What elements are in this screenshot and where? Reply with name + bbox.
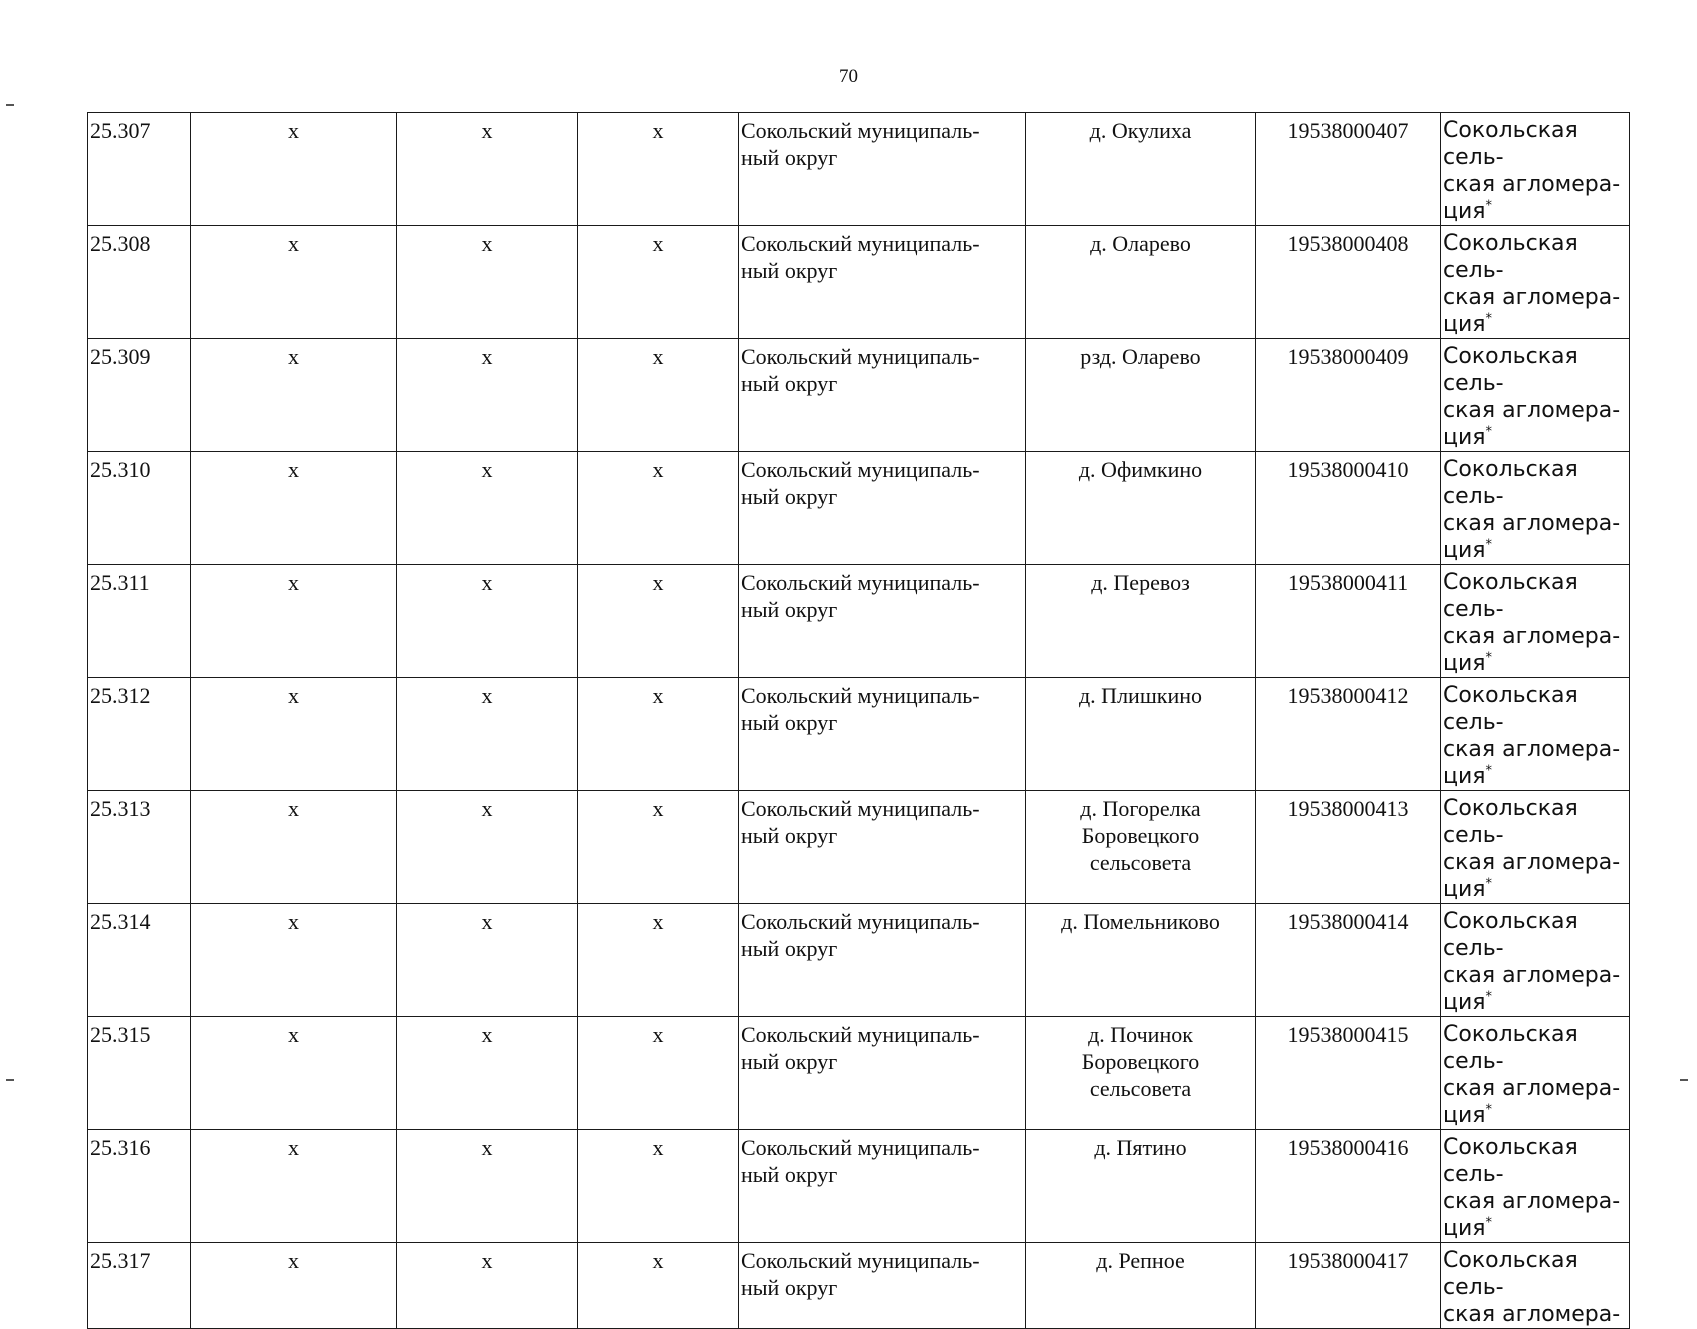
cell-col3: х (397, 1130, 578, 1243)
cell-agglomeration (1441, 791, 1630, 904)
agglomeration-text: Сокольская сель- ская агломера- ция (1443, 457, 1621, 563)
row-number: 25.311 (88, 565, 191, 678)
cell-col3: х (397, 226, 578, 339)
scan-edge-mark (6, 104, 14, 106)
row-number: 25.310 (88, 452, 191, 565)
cell-district: Сокольский муниципаль- ный округ (739, 791, 1026, 904)
cell-col2: х (191, 791, 397, 904)
cell-code: 19538000414 (1256, 904, 1441, 1017)
cell-col4: х (578, 791, 739, 904)
cell-agglomeration (1441, 226, 1630, 339)
cell-code: 19538000416 (1256, 1130, 1441, 1243)
cell-code: 19538000408 (1256, 226, 1441, 339)
table-row (88, 452, 1630, 565)
cell-district: Сокольский муниципаль- ный округ (739, 226, 1026, 339)
agglomeration-text: Сокольская сель- ская агломера- (1443, 1248, 1621, 1327)
table-row (88, 791, 1630, 904)
cell-district: Сокольский муниципаль- ный округ (739, 113, 1026, 226)
cell-col3: х (397, 113, 578, 226)
table-body (88, 113, 1630, 1329)
row-number: 25.315 (88, 1017, 191, 1130)
cell-code: 19538000407 (1256, 113, 1441, 226)
cell-code: 19538000415 (1256, 1017, 1441, 1130)
cell-col3: х (397, 791, 578, 904)
cell-col2: х (191, 113, 397, 226)
cell-settlement: рзд. Оларево (1026, 339, 1256, 452)
page-number: 70 (839, 66, 858, 87)
cell-col3: х (397, 678, 578, 791)
cell-col4: х (578, 678, 739, 791)
cell-code: 19538000411 (1256, 565, 1441, 678)
cell-code: 19538000412 (1256, 678, 1441, 791)
cell-col2: х (191, 1130, 397, 1243)
table-row (88, 113, 1630, 226)
cell-col4: х (578, 339, 739, 452)
agglomeration-text: Сокольская сель- ская агломера- ция (1443, 1135, 1621, 1241)
cell-settlement: д. Окулиха (1026, 113, 1256, 226)
row-number: 25.317 (88, 1243, 191, 1329)
cell-col4: х (578, 113, 739, 226)
footnote-mark: * (1485, 876, 1493, 892)
scan-edge-mark (1680, 1079, 1688, 1081)
cell-col2: х (191, 226, 397, 339)
table-row (88, 1243, 1630, 1329)
cell-settlement: д. Перевоз (1026, 565, 1256, 678)
table-row (88, 339, 1630, 452)
row-number: 25.314 (88, 904, 191, 1017)
cell-district: Сокольский муниципаль- ный округ (739, 452, 1026, 565)
cell-agglomeration (1441, 339, 1630, 452)
agglomeration-text: Сокольская сель- ская агломера- ция (1443, 344, 1621, 450)
footnote-mark: * (1485, 424, 1493, 440)
agglomeration-text: Сокольская сель- ская агломера- ция (1443, 909, 1621, 1015)
table-row (88, 904, 1630, 1017)
cell-agglomeration (1441, 452, 1630, 565)
agglomeration-text: Сокольская сель- ская агломера- ция (1443, 570, 1621, 676)
row-number: 25.309 (88, 339, 191, 452)
row-number: 25.307 (88, 113, 191, 226)
cell-col2: х (191, 904, 397, 1017)
cell-col2: х (191, 1243, 397, 1329)
scan-edge-mark (6, 1079, 14, 1081)
footnote-mark: * (1485, 989, 1493, 1005)
footnote-mark: * (1485, 1215, 1493, 1231)
row-number: 25.316 (88, 1130, 191, 1243)
agglomeration-text: Сокольская сель- ская агломера- ция (1443, 683, 1621, 789)
cell-settlement: д. Починок Боровецкого сельсовета (1026, 1017, 1256, 1130)
table-row (88, 678, 1630, 791)
cell-col4: х (578, 1017, 739, 1130)
cell-col3: х (397, 452, 578, 565)
cell-district: Сокольский муниципаль- ный округ (739, 1017, 1026, 1130)
cell-district: Сокольский муниципаль- ный округ (739, 339, 1026, 452)
footnote-mark: * (1485, 763, 1493, 779)
cell-code: 19538000413 (1256, 791, 1441, 904)
cell-agglomeration (1441, 113, 1630, 226)
row-number: 25.308 (88, 226, 191, 339)
cell-agglomeration (1441, 678, 1630, 791)
footnote-mark: * (1485, 198, 1493, 214)
cell-col3: х (397, 339, 578, 452)
cell-col3: х (397, 904, 578, 1017)
cell-col2: х (191, 452, 397, 565)
cell-col3: х (397, 1017, 578, 1130)
footnote-mark: * (1485, 650, 1493, 666)
agglomeration-text: Сокольская сель- ская агломера- ция (1443, 1022, 1621, 1128)
cell-settlement: д. Оларево (1026, 226, 1256, 339)
cell-district: Сокольский муниципаль- ный округ (739, 904, 1026, 1017)
cell-district: Сокольский муниципаль- ный округ (739, 678, 1026, 791)
cell-agglomeration (1441, 1243, 1630, 1329)
table-row (88, 1130, 1630, 1243)
table-row (88, 565, 1630, 678)
footnote-mark: * (1485, 311, 1493, 327)
table-row (88, 1017, 1630, 1130)
cell-col3: х (397, 565, 578, 678)
cell-code: 19538000410 (1256, 452, 1441, 565)
cell-settlement: д. Плишкино (1026, 678, 1256, 791)
row-number: 25.312 (88, 678, 191, 791)
cell-col4: х (578, 1243, 739, 1329)
agglomeration-text: Сокольская сель- ская агломера- ция (1443, 796, 1621, 902)
cell-settlement: д. Офимкино (1026, 452, 1256, 565)
footnote-mark: * (1485, 1102, 1493, 1118)
cell-agglomeration (1441, 565, 1630, 678)
footnote-mark: * (1485, 537, 1493, 553)
table-row (88, 226, 1630, 339)
cell-col2: х (191, 678, 397, 791)
cell-agglomeration (1441, 904, 1630, 1017)
agglomeration-text: Сокольская сель- ская агломера- ция (1443, 231, 1621, 337)
cell-col4: х (578, 904, 739, 1017)
cell-col2: х (191, 339, 397, 452)
cell-settlement: д. Репное (1026, 1243, 1256, 1329)
cell-col4: х (578, 226, 739, 339)
cell-col2: х (191, 1017, 397, 1130)
agglomeration-text: Сокольская сель- ская агломера- ция (1443, 118, 1621, 224)
cell-col4: х (578, 1130, 739, 1243)
cell-settlement: д. Помельниково (1026, 904, 1256, 1017)
cell-col2: х (191, 565, 397, 678)
cell-col4: х (578, 565, 739, 678)
settlements-table (87, 112, 1630, 1329)
cell-district: Сокольский муниципаль- ный округ (739, 1130, 1026, 1243)
cell-code: 19538000409 (1256, 339, 1441, 452)
cell-code: 19538000417 (1256, 1243, 1441, 1329)
cell-settlement: д. Пятино (1026, 1130, 1256, 1243)
row-number: 25.313 (88, 791, 191, 904)
cell-agglomeration (1441, 1130, 1630, 1243)
cell-district: Сокольский муниципаль- ный округ (739, 565, 1026, 678)
cell-district: Сокольский муниципаль- ный округ (739, 1243, 1026, 1329)
cell-col4: х (578, 452, 739, 565)
cell-agglomeration (1441, 1017, 1630, 1130)
cell-settlement: д. Погорелка Боровецкого сельсовета (1026, 791, 1256, 904)
cell-col3: х (397, 1243, 578, 1329)
